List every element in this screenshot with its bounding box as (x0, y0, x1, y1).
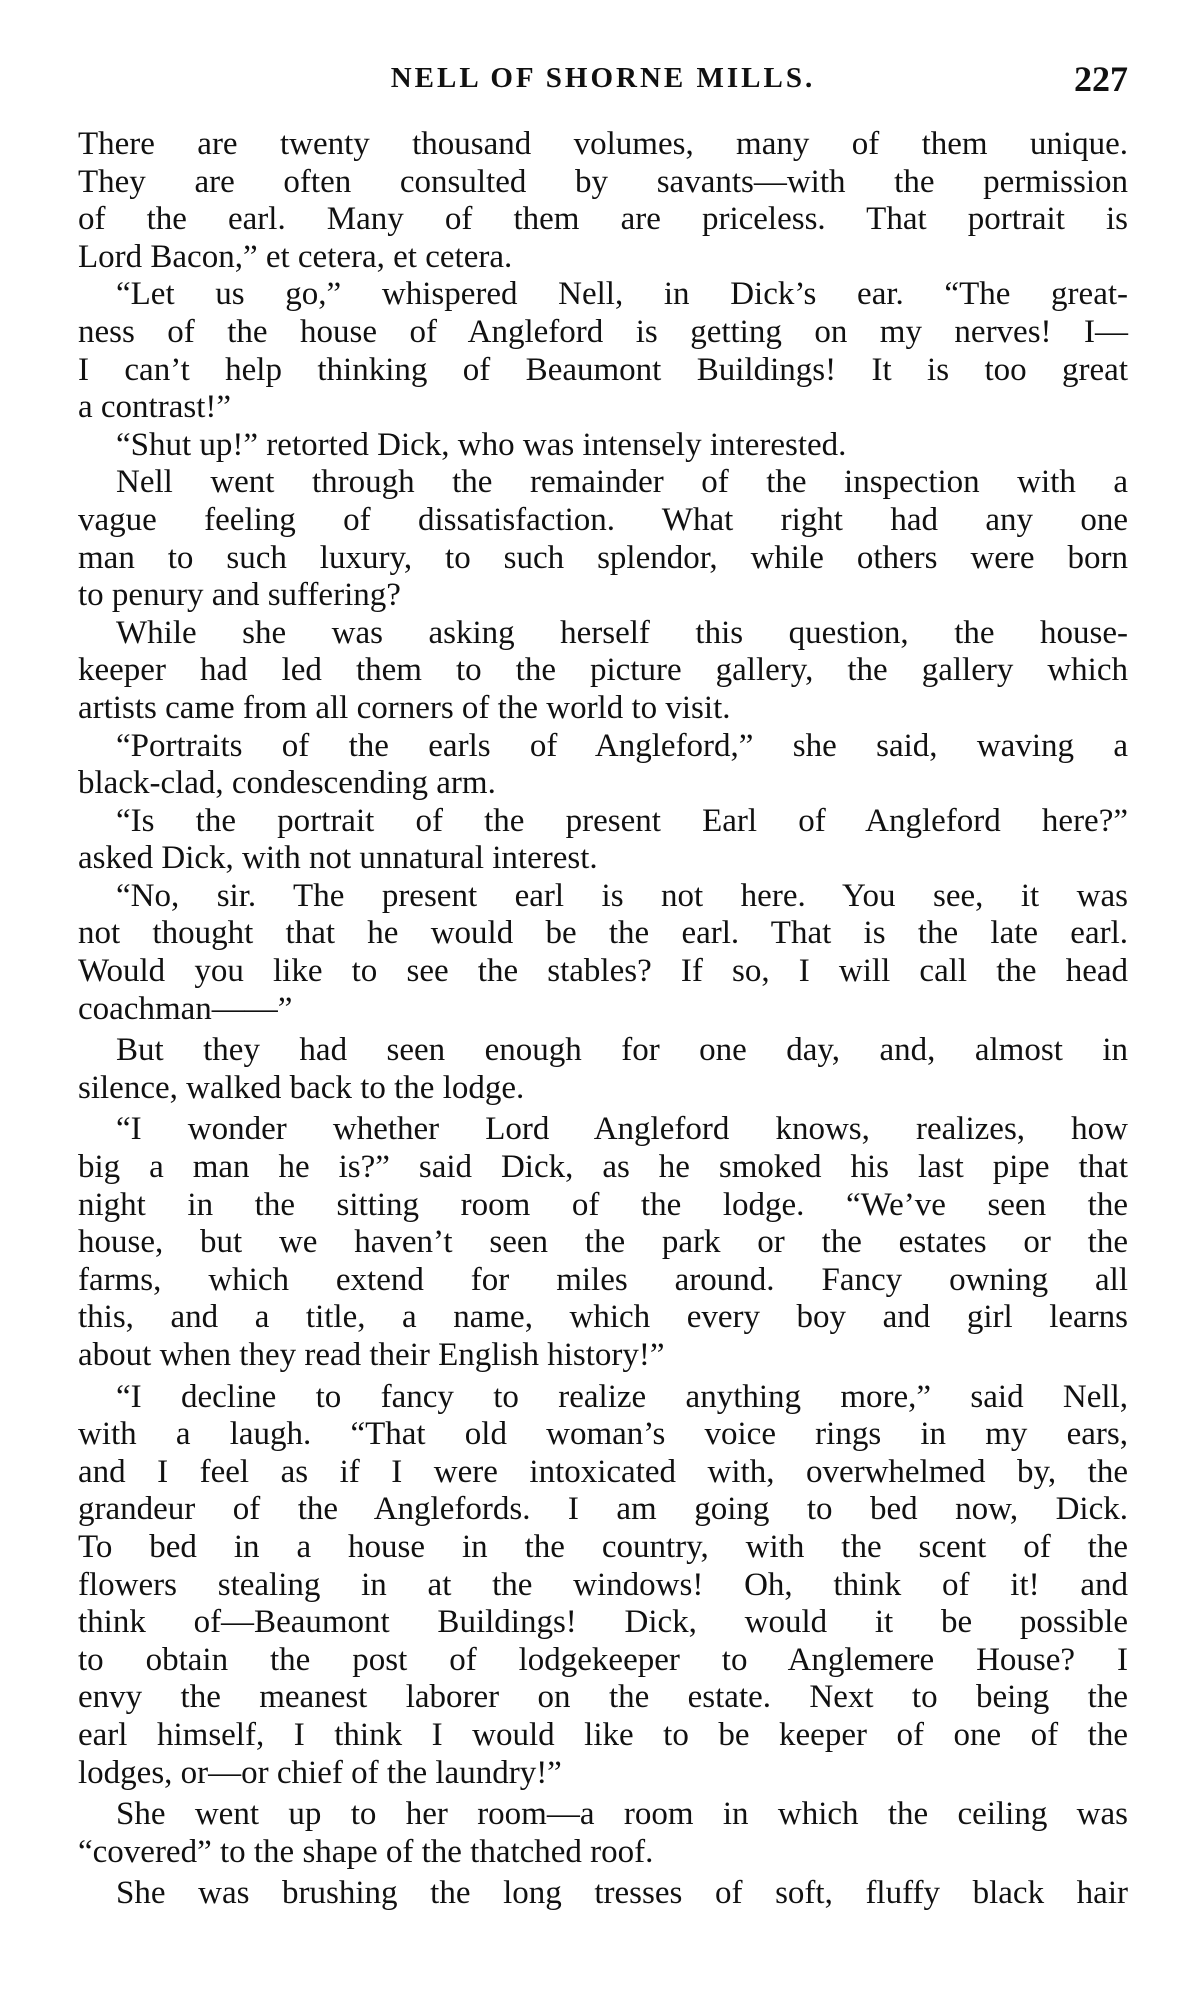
text-line: I can’t help thinking of Beaumont Buildings! It is too great (78, 351, 1128, 388)
text-line: grandeur of the Anglefords. I am going to bed now, Dick. (78, 1491, 1128, 1528)
running-title: NELL OF SHORNE MILLS. (390, 62, 816, 94)
text-line: of the earl. Many of them are priceless. That portrait is (78, 201, 1128, 238)
text-line: not thought that he would be the earl. That is the late earl. (78, 915, 1128, 952)
text-line: silence, walked back to the lodge. (78, 1069, 525, 1106)
text-line: “No, sir. The present earl is not here. You see, it was (116, 877, 1128, 914)
text-line: “covered” to the shape of the thatched roof. (78, 1833, 654, 1870)
text-line: farms, which extend for miles around. Fancy owning all (78, 1261, 1128, 1298)
text-line: “I wonder whether Lord Angleford knows, realizes, how (116, 1111, 1128, 1148)
text-line: “Is the portrait of the present Earl of Angleford here?” (116, 802, 1128, 839)
text-line: But they had seen enough for one day, and, almost in (116, 1032, 1128, 1069)
text-line: ness of the house of Angleford is getting on my nerves! I— (78, 313, 1128, 350)
text-line: big a man he is?” said Dick, as he smoked his last pipe that (78, 1149, 1128, 1186)
text-line: There are twenty thousand volumes, many of them unique. (78, 126, 1128, 162)
text-line: earl himself, I think I would like to be keeper of one of the (78, 1716, 1128, 1753)
text-line: night in the sitting room of the lodge. “We’ve seen the (78, 1186, 1128, 1223)
text-line: coachman——” (78, 990, 293, 1027)
text-line: Nell went through the remainder of the inspection with a (116, 464, 1128, 501)
text-line: this, and a title, a name, which every boy and girl learns (78, 1299, 1128, 1336)
text-line: While she was asking herself this question, the house- (116, 614, 1128, 651)
text-line: to obtain the post of lodgekeeper to Anglemere House? I (78, 1641, 1128, 1678)
text-line: “I decline to fancy to realize anything more,” said Nell, (116, 1378, 1128, 1415)
page-number: 227 (1074, 59, 1128, 99)
text-line: keeper had led them to the picture gallery, the gallery which (78, 652, 1128, 689)
text-line: man to such luxury, to such splendor, while others were born (78, 539, 1128, 576)
text-line: “Shut up!” retorted Dick, who was intensely interested. (116, 426, 847, 463)
text-line: To bed in a house in the country, with the scent of the (78, 1528, 1128, 1565)
text-line: a contrast!” (78, 389, 231, 426)
text-line: and I feel as if I were intoxicated with, overwhelmed by, the (78, 1453, 1128, 1490)
text-line: about when they read their English history!” (78, 1337, 665, 1373)
running-head (78, 58, 1128, 108)
text-line: lodges, or—or chief of the laundry!” (78, 1754, 562, 1791)
text-line: house, but we haven’t seen the park or the estates or the (78, 1224, 1128, 1261)
text-line: with a laugh. “That old woman’s voice rings in my ears, (78, 1416, 1128, 1453)
text-line: envy the meanest laborer on the estate. Next to being the (78, 1679, 1128, 1716)
text-line: artists came from all corners of the world to visit. (78, 689, 731, 726)
text-line: “Let us go,” whispered Nell, in Dick’s ear. “The great- (116, 276, 1128, 313)
text-line: to penury and suffering? (78, 577, 401, 614)
text-line: vague feeling of dissatisfaction. What right had any one (78, 501, 1128, 538)
text-line: asked Dick, with not unnatural interest. (78, 840, 598, 877)
body-text (78, 126, 1128, 1913)
text-line: Lord Bacon,” et cetera, et cetera. (78, 238, 513, 275)
text-line: They are often consulted by savants—with the permission (78, 163, 1128, 200)
text-line: “Portraits of the earls of Angleford,” she said, waving a (116, 727, 1128, 764)
text-line: She went up to her room—a room in which the ceiling was (116, 1796, 1128, 1833)
text-line: Would you like to see the stables? If so, I will call the head (78, 953, 1128, 990)
text-line: She was brushing the long tresses of soft, fluffy black hair (116, 1875, 1128, 1912)
text-line: black-clad, condescending arm. (78, 765, 496, 802)
text-line: flowers stealing in at the windows! Oh, think of it! and (78, 1566, 1128, 1603)
text-line: think of—Beaumont Buildings! Dick, would it be possible (78, 1604, 1128, 1641)
